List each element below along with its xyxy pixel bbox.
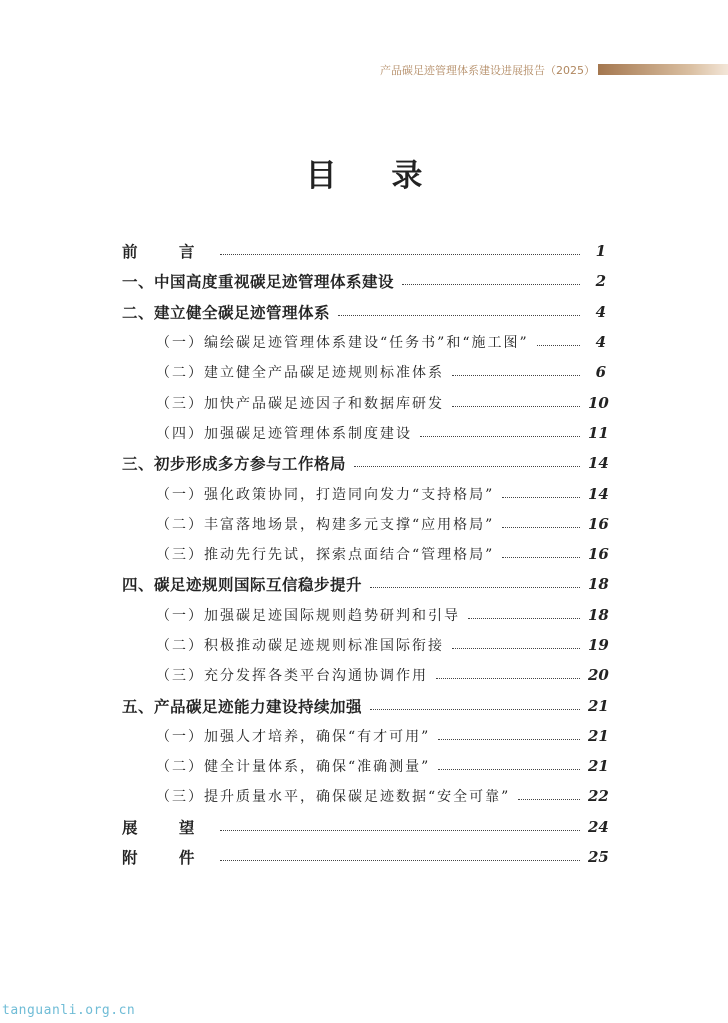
toc-leader-dots xyxy=(468,617,580,619)
toc-entry-label: （二）建立健全产品碳足迹规则标准体系 xyxy=(156,365,444,382)
toc-chapter-entry[interactable] xyxy=(122,448,609,478)
toc-chapter-entry[interactable] xyxy=(122,266,606,296)
toc-page-number: 11 xyxy=(588,423,609,442)
toc-entry-label: 三、初步形成多方参与工作格局 xyxy=(122,454,347,474)
toc-section-entry[interactable] xyxy=(122,600,609,630)
toc-entry-label: （二）积极推动碳足迹规则标准国际衔接 xyxy=(156,638,444,654)
toc-chapter-entry[interactable] xyxy=(122,690,609,720)
toc-entry-label: 展 望 xyxy=(122,817,213,837)
toc-chapter-entry[interactable] xyxy=(122,842,609,872)
toc-leader-dots xyxy=(452,374,580,376)
toc-page-number: 20 xyxy=(588,666,609,685)
toc-leader-dots xyxy=(220,253,580,255)
toc-page-number: 16 xyxy=(588,514,609,533)
toc-page-number: 21 xyxy=(588,726,609,745)
toc-page-number: 4 xyxy=(595,333,606,352)
toc-section-entry[interactable] xyxy=(122,509,609,539)
table-of-contents xyxy=(122,236,609,872)
toc-section-entry[interactable] xyxy=(122,357,606,387)
toc-page-number: 6 xyxy=(595,363,606,382)
toc-section-entry[interactable] xyxy=(122,781,609,811)
toc-leader-dots xyxy=(537,344,580,346)
toc-leader-dots xyxy=(502,496,580,498)
toc-page-number: 10 xyxy=(588,393,609,412)
toc-entry-label: 二、建立健全碳足迹管理体系 xyxy=(122,302,331,322)
toc-leader-dots xyxy=(438,738,580,740)
toc-leader-dots xyxy=(220,859,580,861)
toc-entry-label: 一、中国高度重视碳足迹管理体系建设 xyxy=(122,272,395,292)
toc-page-number: 18 xyxy=(588,575,609,594)
toc-entry-label: （三）推动先行先试，探索点面结合“管理格局” xyxy=(156,547,495,564)
toc-leader-dots xyxy=(402,283,580,285)
running-title: 产品碳足迹管理体系建设进展报告（2025） xyxy=(380,64,595,77)
toc-entry-label: （一）加强人才培养，确保“有才可用” xyxy=(156,728,431,745)
toc-leader-dots xyxy=(354,465,580,467)
header-decorative-bar xyxy=(598,64,728,75)
toc-entry-label: （一）强化政策协同，打造同向发力“支持格局” xyxy=(156,486,495,503)
toc-entry-label: 附 件 xyxy=(122,848,213,868)
toc-entry-label: （三）加快产品碳足迹因子和数据库研发 xyxy=(156,395,444,412)
watermark: tanguanli.org.cn xyxy=(2,1003,136,1018)
toc-leader-dots xyxy=(518,798,580,800)
toc-entry-label: （二）健全计量体系，确保“准确测量” xyxy=(156,759,431,776)
toc-page-number: 25 xyxy=(588,848,609,867)
toc-entry-label: （三）充分发挥各类平台沟通协调作用 xyxy=(156,668,428,685)
toc-page-number: 2 xyxy=(595,272,606,291)
toc-leader-dots xyxy=(220,829,580,831)
toc-page-number: 1 xyxy=(595,242,606,261)
toc-section-entry[interactable] xyxy=(122,327,606,357)
toc-leader-dots xyxy=(452,647,580,649)
toc-chapter-entry[interactable] xyxy=(122,812,609,842)
toc-section-entry[interactable] xyxy=(122,660,609,690)
toc-chapter-entry[interactable] xyxy=(122,569,609,599)
toc-page-number: 21 xyxy=(588,757,609,776)
toc-section-entry[interactable] xyxy=(122,387,609,417)
toc-leader-dots xyxy=(370,586,580,588)
toc-section-entry[interactable] xyxy=(122,418,609,448)
toc-section-entry[interactable] xyxy=(122,478,609,508)
toc-entry-label: （四）加强碳足迹管理体系制度建设 xyxy=(156,425,412,442)
toc-entry-label: 前 言 xyxy=(122,242,213,262)
toc-entry-label: （二）丰富落地场景，构建多元支撑“应用格局” xyxy=(156,516,495,533)
page-title: 目 录 xyxy=(305,158,445,194)
toc-entry-label: 四、碳足迹规则国际互信稳步提升 xyxy=(122,575,363,595)
toc-page-number: 22 xyxy=(588,787,609,806)
toc-entry-label: （三）提升质量水平，确保碳足迹数据“安全可靠” xyxy=(156,789,511,806)
toc-leader-dots xyxy=(502,526,580,528)
toc-leader-dots xyxy=(436,677,580,679)
toc-leader-dots xyxy=(438,768,580,770)
toc-page-number: 14 xyxy=(588,454,609,473)
toc-page-number: 4 xyxy=(595,302,606,321)
toc-page-number: 19 xyxy=(588,636,609,654)
toc-leader-dots xyxy=(452,405,580,407)
toc-section-entry[interactable] xyxy=(122,721,609,751)
toc-section-entry[interactable] xyxy=(122,539,609,569)
toc-leader-dots xyxy=(502,556,580,558)
toc-chapter-entry[interactable] xyxy=(122,236,606,266)
toc-section-entry[interactable] xyxy=(122,751,609,781)
toc-page-number: 18 xyxy=(588,605,609,624)
toc-page-number: 24 xyxy=(588,817,609,836)
toc-entry-label: 五、产品碳足迹能力建设持续加强 xyxy=(122,696,363,716)
toc-page-number: 16 xyxy=(588,545,609,564)
toc-leader-dots xyxy=(370,708,580,710)
toc-page-number: 14 xyxy=(588,484,609,503)
toc-section-entry[interactable] xyxy=(122,630,609,660)
toc-leader-dots xyxy=(338,314,580,316)
toc-page-number: 21 xyxy=(588,696,609,715)
toc-entry-label: （一）加强碳足迹国际规则趋势研判和引导 xyxy=(156,607,460,624)
toc-chapter-entry[interactable] xyxy=(122,297,606,327)
toc-entry-label: （一）编绘碳足迹管理体系建设“任务书”和“施工图” xyxy=(156,335,529,352)
toc-leader-dots xyxy=(420,435,580,437)
